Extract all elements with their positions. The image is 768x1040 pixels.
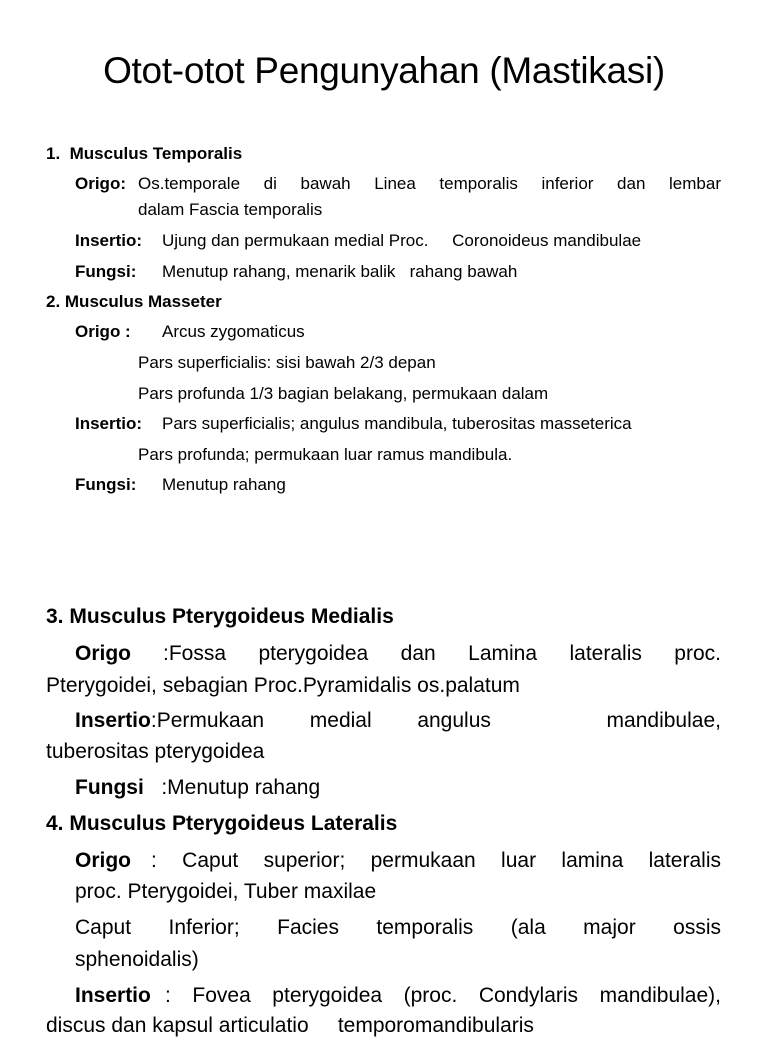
m3-origo-label: Origo xyxy=(75,642,131,665)
m4-origo-row xyxy=(75,847,721,875)
m3-origo-line-2: Pterygoidei, sebagian Proc.Pyramidalis os.palatum xyxy=(46,674,520,697)
m4-origo-label: Origo xyxy=(75,849,131,872)
m3-fungsi-text: :Menutup rahang xyxy=(161,776,321,799)
m3-fungsi-label: Fungsi xyxy=(75,776,144,799)
m4-caput-line-2: sphenoidalis) xyxy=(75,948,199,971)
page-title: Otot-otot Pengunyahan (Mastikasi) xyxy=(103,50,665,91)
m3-insertio-row xyxy=(75,707,721,735)
m4-origo-line-2: proc. Pterygoidei, Tuber maxilae xyxy=(75,880,377,903)
m3-insertio-word-4: mandibulae, xyxy=(606,709,721,732)
m1-insertio-label: Insertio: xyxy=(75,231,143,250)
muscle-1-heading xyxy=(46,143,242,165)
m4-insertio-line-2: discus dan kapsul articulatio temporomandibularis xyxy=(46,1014,534,1037)
muscle-2-heading: 2. Musculus Masseter xyxy=(46,292,222,311)
muscle-1-name: Musculus Temporalis xyxy=(69,144,243,163)
m2-insertio-label: Insertio: xyxy=(75,414,143,433)
m2-origo-line-2: Pars superficialis: sisi bawah 2/3 depan xyxy=(138,353,436,372)
m3-insertio-word-1: :Permukaan xyxy=(150,709,265,732)
m3-insertio-word-3: angulus xyxy=(417,709,491,732)
m2-origo-line-3: Pars profunda 1/3 bagian belakang, permukaan dalam xyxy=(138,384,549,403)
m4-insertio-row xyxy=(75,982,721,1010)
m1-origo-label: Origo: xyxy=(75,174,126,193)
m1-fungsi-text: Menutup rahang, menarik balik rahang bawah xyxy=(162,262,518,281)
m2-fungsi-label: Fungsi: xyxy=(75,475,137,494)
m2-insertio-line-2: Pars profunda; permukaan luar ramus mandibula. xyxy=(138,445,513,464)
muscle-1-number: 1. xyxy=(46,144,61,163)
m2-origo-label: Origo : xyxy=(75,322,131,341)
m2-insertio-line-1: Pars superficialis; angulus mandibula, tuberositas masseterica xyxy=(162,414,632,433)
m4-caput-line-1: Caput Inferior; Facies temporalis (ala major ossis xyxy=(75,916,721,939)
muscle-4-heading: 4. Musculus Pterygoideus Lateralis xyxy=(46,812,398,835)
m2-origo-line-1: Arcus zygomaticus xyxy=(162,322,305,341)
m4-origo-line-1: : Caput superior; permukaan luar lamina lateralis xyxy=(151,849,721,872)
m2-fungsi-text: Menutup rahang xyxy=(162,475,286,494)
m4-insertio-label: Insertio xyxy=(75,984,151,1007)
m3-insertio-line-2: tuberositas pterygoidea xyxy=(46,740,265,763)
m3-insertio-word-2: medial xyxy=(309,709,372,732)
m3-insertio-label: Insertio xyxy=(75,709,151,732)
m3-fungsi-row xyxy=(75,774,320,802)
m1-origo-line-1: Os.temporale di bawah Linea temporalis inferior dan lembar xyxy=(138,174,721,193)
muscle-3-heading: 3. Musculus Pterygoideus Medialis xyxy=(46,605,394,628)
m1-insertio-text: Ujung dan permukaan medial Proc. Coronoideus mandibulae xyxy=(162,231,642,250)
m1-fungsi-label: Fungsi: xyxy=(75,262,137,281)
m3-origo-row xyxy=(75,640,721,668)
m4-insertio-line-1: : Fovea pterygoidea (proc. Condylaris mandibulae), xyxy=(165,984,721,1007)
m3-origo-line-1: :Fossa pterygoidea dan Lamina lateralis proc. xyxy=(163,642,721,665)
m1-origo-line-2: dalam Fascia temporalis xyxy=(138,200,323,219)
